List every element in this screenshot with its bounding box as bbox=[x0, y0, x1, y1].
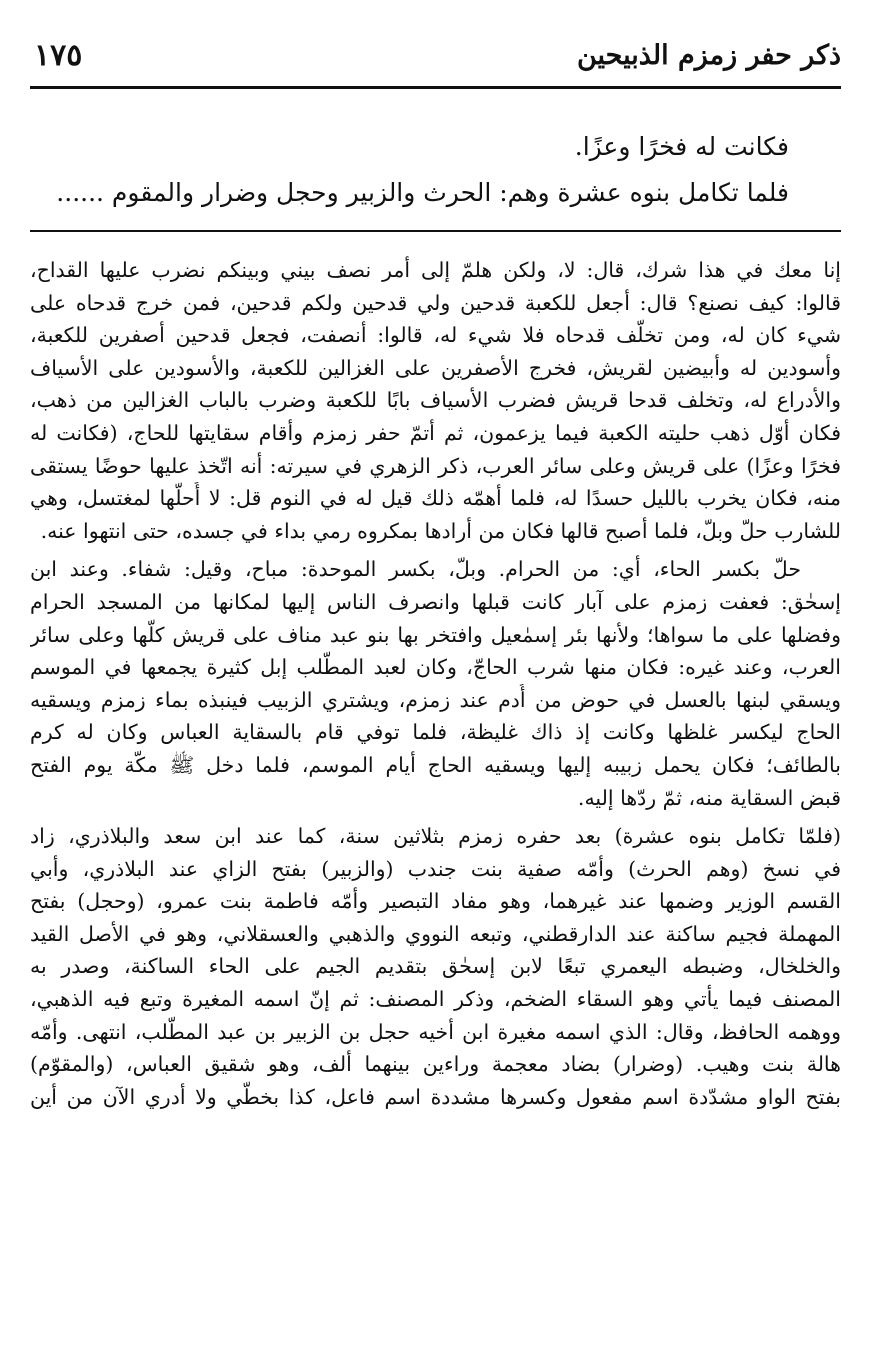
text-line: القسم الوزير وضمها عند غيرهما، وهو مفاد التبصير وأمّه فاطمة بنت عمرو، (وحجل) بفتح bbox=[30, 889, 841, 914]
text-line: فكان أوّل ذهب حليته الكعبة فيما يزعمون، ثم أتمّ حفر زمزم وأقام سقايتها للحاج، (فكانت له bbox=[30, 420, 841, 445]
commentary-paragraph bbox=[30, 254, 841, 547]
matn-text bbox=[30, 124, 789, 216]
text-line: إسحٰق: فعفت زمزم على آبار كانت قبلها وانصرف الناس إليها لمكانها من المسجد الحرام bbox=[30, 589, 841, 614]
text-line: إنا معك في هذا شرك، قال: لا، ولكن هلمّ إلى أمر نصف بيني وبينكم نضرب عليها القداح، bbox=[30, 258, 841, 282]
running-title: ذكر حفر زمزم الذبيحين bbox=[576, 40, 841, 71]
text-line: وفضلها على ما سواها؛ ولأنها بئر إسمٰعيل وافتخر بها بنو عبد مناف على قريش كلّها وعلى سائر bbox=[30, 622, 841, 647]
header-rule bbox=[30, 86, 841, 89]
text-line: الحاج ليكسر غلظها وكانت إذ ذاك غليظة، فلما توفي قام بالسقاية العباس وكان له كرم bbox=[30, 720, 841, 745]
text-line: حلّ بكسر الحاء، أي: من الحرام. وبلّ، بكسر الموحدة: مباح، وقيل: شفاء. وعند ابن bbox=[30, 557, 801, 582]
text-line: هالة بنت وهيب. (وضرار) بضاد معجمة وراءين بينهما ألف، وهو شقيق العباس، (والمقوّم) bbox=[30, 1052, 841, 1077]
text-line: منه، فكان يخرب بالليل حسدًا له، فلما أهمّه ذلك قيل له في النوم قل: لا أُحلّها لمغتسل، وهي bbox=[30, 486, 841, 511]
separator-rule bbox=[30, 230, 841, 232]
text-line: بالطائف؛ فكان يحمل زبيبه إليها ويسقيه الحاج أيام الموسم، فلما دخل ﷺ مكّة يوم الفتح bbox=[30, 752, 841, 777]
text-line: في نسخ (وهم الحرث) وأمّه صفية بنت جندب (والزبير) بفتح الزاي عند البلاذري، وأبي bbox=[30, 856, 841, 881]
text-line: والخلخال، وضبطه اليعمري تبعًا لابن إسحٰق بتقديم الجيم على الحاء الساكنة، وصدر به bbox=[30, 954, 841, 979]
text-line: العرب، وعند غيره: فكان منها شرب الحاجّ، وكان لعبد المطّلب إبل كثيرة يجمعها في الموسم bbox=[30, 655, 841, 680]
text-line: بفتح الواو مشدّدة اسم مفعول وكسرها مشددة اسم فاعل، كذا بخطّي ولا أدري الآن من أين bbox=[30, 1084, 841, 1109]
commentary-paragraph bbox=[30, 820, 841, 1113]
text-line: قبض السقاية منه، ثمّ ردّها إليه. bbox=[577, 785, 841, 810]
text-line: وأسودين له وأبيضين لقريش، فخرج الأصفرين على الغزالين للكعبة، والأسودين على الأسياف bbox=[30, 355, 841, 380]
commentary-paragraph bbox=[30, 553, 841, 814]
text-line: (فلمّا تكامل بنوه عشرة) بعد حفره زمزم بثلاثين سنة، كما عند ابن سعد والبلاذري، زاد bbox=[30, 824, 841, 849]
matn-line: فلما تكامل بنوه عشرة وهم: الحرث والزبير وحجل وضرار والمقوم ...... bbox=[56, 178, 789, 207]
text-line: فخرًا وعزًا) على قريش وعلى سائر العرب، ذكر الزهري في سيرته: أنه اتّخذ عليها حوضًا يستقى bbox=[30, 453, 841, 478]
commentary bbox=[30, 254, 841, 1113]
text-line: والأدراع له، وتخلف قدحا قريش فضرب الأسياف بابًا للكعبة وضرب بالباب الغزالين من ذهب، bbox=[30, 388, 841, 413]
text-line: المهملة فجيم ساكنة عند الدارقطني، وتبعه النووي والذهبي والعسقلاني، وهو في الأصل القيد bbox=[30, 921, 841, 946]
matn-line: فكانت له فخرًا وعزًا. bbox=[574, 132, 789, 161]
page-number: ١٧٥ bbox=[34, 38, 83, 73]
text-line: قالوا: كيف نصنع؟ قال: أجعل للكعبة قدحين ولي قدحين ولكم قدحين، فمن خرج قدحاه على bbox=[30, 290, 841, 315]
text-line: للشارب حلّ وبلّ، فلما أصبح قالها فكان من أرادها بمكروه رمي بداء في جسده، حتى انتهوا عنه. bbox=[40, 518, 841, 543]
text-line: المصنف فيما يأتي وهو السقاء الضخم، وذكر المصنف: ثم إنّ اسمه المغيرة وتبع فيه الذهبي، bbox=[30, 987, 841, 1012]
text-line: شيء كان له، ومن تخلّف قدحاه فلا شيء له، قالوا: أنصفت، فجعل قدحين أصفرين للكعبة، bbox=[30, 323, 841, 348]
page-header bbox=[30, 38, 841, 80]
text-line: ويسقي لبنها بالعسل في حوض من أُدم عند زمزم، ويشتري الزبيب فينبذه بماء زمزم ويسقيه bbox=[30, 687, 841, 712]
text-line: ووهمه الحافظ، وقال: الذي اسمه مغيرة ابن أخيه حجل بن الزبير بن عبد المطّلب، انتهى. وأمّه bbox=[30, 1019, 841, 1044]
